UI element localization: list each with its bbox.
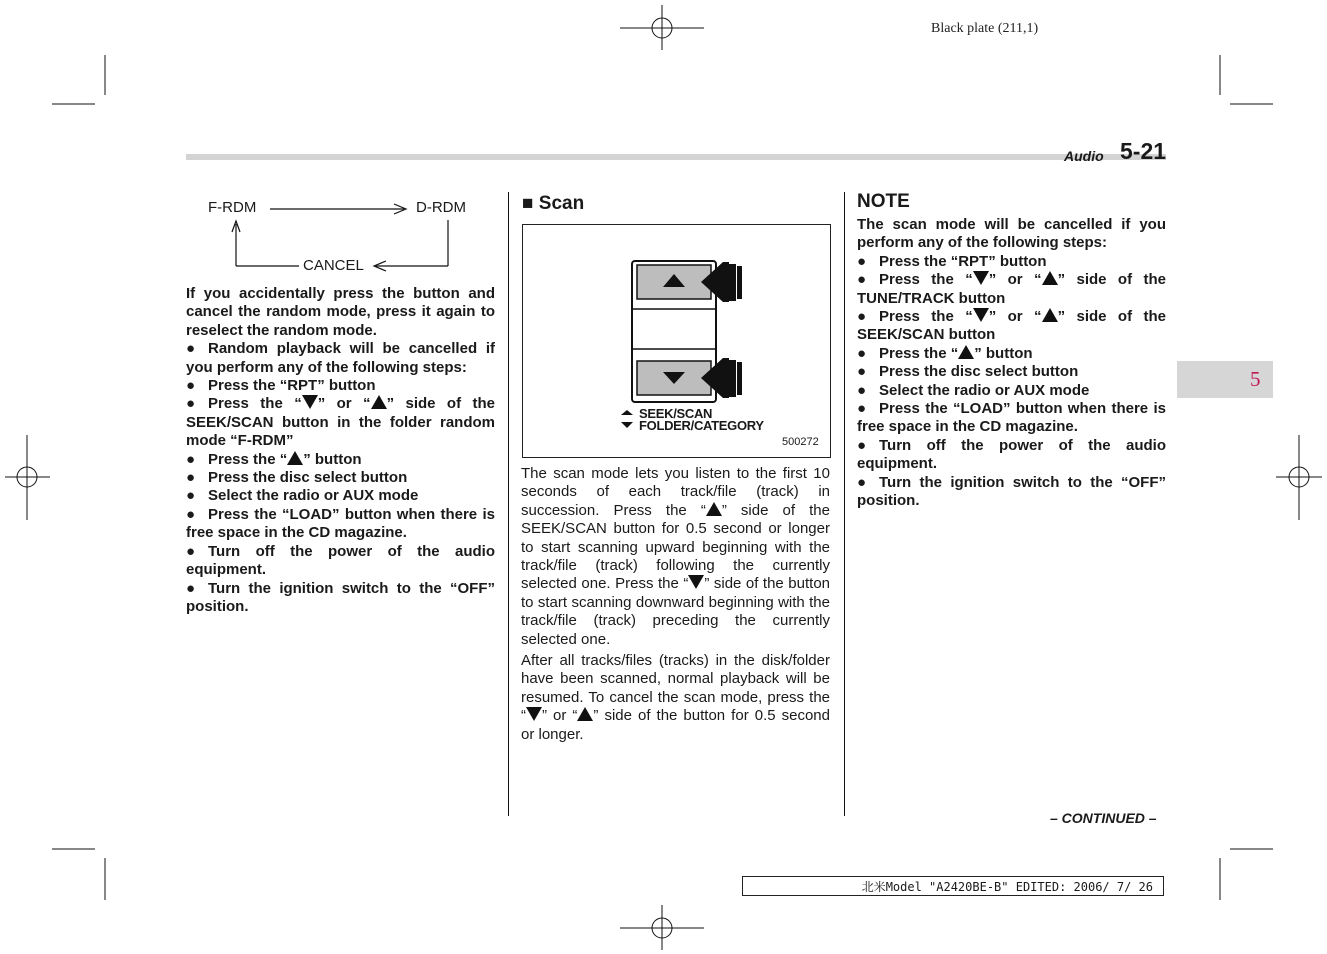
scan-paragraph-2: After all tracks/files (tracks) in the disk/folder have been scanned, normal playback will be resumed. To cancel the scan mode, press the “ ” or “ ” side of the button for 0.5 second or longer. [521, 652, 830, 743]
list-item: ● Press the disc select button [857, 363, 1079, 381]
list-item: ● Press the “RPT” button [857, 252, 1047, 270]
up-triangle-icon [577, 707, 593, 721]
section-title: Audio [1064, 148, 1104, 164]
up-triangle-icon [1042, 308, 1058, 322]
figure-code: 500272 [782, 436, 819, 448]
bullet-icon: ● [186, 340, 196, 358]
right-column-text [857, 216, 1166, 511]
left-intro: If you accidentally press the button and cancel the random mode, press it again to reselect the random mode. [186, 285, 495, 339]
bullet-icon: ● [857, 473, 867, 491]
list-item: ● Press the “LOAD” button when there is free space in the CD magazine. [857, 400, 1166, 436]
list-item: ● Press the “RPT” button [186, 377, 376, 395]
bullet-icon: ● [857, 363, 867, 381]
list-item: ● Press the disc select button [186, 469, 408, 487]
up-triangle-icon [1042, 271, 1058, 285]
bullet-icon: ● [186, 377, 196, 395]
seek-scan-label: SEEK/SCAN [639, 406, 713, 421]
left-column-text [186, 285, 495, 616]
page-number: 5-21 [1120, 138, 1167, 164]
list-item: ● Turn off the power of the audio equipment. [186, 542, 495, 579]
header-bar [186, 154, 1166, 160]
bullet-icon: ● [857, 344, 867, 362]
list-item: ● Turn off the power of the audio equipment. [857, 436, 1166, 473]
d-rdm-label: D-RDM [416, 199, 466, 216]
up-triangle-icon [287, 451, 303, 465]
list-item: ● Press the “ ” button [857, 344, 1033, 362]
bullet-icon: ● [857, 271, 867, 289]
down-triangle-icon [302, 395, 318, 409]
down-triangle-icon [526, 707, 542, 721]
list-item: ● Turn the ignition switch to the “OFF” position. [857, 473, 1166, 510]
list-item: ● Press the “ ” button [186, 450, 362, 468]
list-item: ● Select the radio or AUX mode [857, 381, 1090, 399]
down-triangle-icon [973, 308, 989, 322]
footer-edit-info: 北米Model "A2420BE-B" EDITED: 2006/ 7/ 26 [742, 876, 1164, 896]
scan-paragraph-1: The scan mode lets you listen to the first 10 seconds of each track/file (track) in succession. Press the “ ” side of the SEEK/SCAN button for 0.5 second or longer to start scanning upward beginning with the track/file (track) following the currently selected one. Press the “ ” side of the button to start scanning downward beginning with the track/file (track) preceding the currently selected one. [521, 465, 830, 648]
bullet-icon: ● [857, 308, 867, 326]
bullet-icon: ● [186, 395, 196, 413]
down-triangle-icon [973, 271, 989, 285]
random-mode-diagram [186, 190, 496, 280]
bullet-icon: ● [857, 400, 867, 418]
bullet-icon: ● [186, 579, 196, 597]
list-item: ● Press the “LOAD” button when there is free space in the CD magazine. [186, 505, 495, 542]
list-item: ● Select the radio or AUX mode [186, 487, 419, 505]
folder-category-label: FOLDER/CATEGORY [639, 418, 764, 433]
middle-column-text [521, 465, 830, 744]
chapter-tab-number: 5 [1250, 367, 1261, 391]
seek-scan-figure [522, 224, 831, 458]
bullet-icon: ● [186, 505, 196, 523]
column-divider [844, 192, 845, 816]
continued-label: – CONTINUED – [1050, 810, 1157, 826]
square-bullet-icon: ■ [522, 193, 534, 214]
bullet-icon: ● [186, 450, 196, 468]
down-triangle-icon [688, 575, 704, 589]
bullet-icon: ● [857, 436, 867, 454]
list-item: ● Press the “ ” or “ ” side of the TUNE/TRACK button [857, 271, 1166, 307]
list-item: ● Press the “ ” or “ ” side of the SEEK/SCAN button in the folder random mode “F-RDM” [186, 395, 495, 450]
bullet-icon: ● [857, 252, 867, 270]
up-triangle-icon [706, 502, 722, 516]
bullet-icon: ● [186, 542, 196, 560]
plate-label: Black plate (211,1) [931, 21, 1039, 36]
f-rdm-label: F-RDM [208, 199, 257, 216]
note-heading: NOTE [857, 191, 910, 212]
bullet-icon: ● [857, 381, 867, 399]
cancel-label: CANCEL [303, 257, 364, 274]
up-triangle-icon [371, 395, 387, 409]
bullet-icon: ● [186, 487, 196, 505]
list-item: ● Random playback will be cancelled if you perform any of the following steps: [186, 340, 495, 376]
list-item: ● Press the “ ” or “ ” side of the SEEK/SCAN button [857, 308, 1166, 344]
column-divider [508, 192, 509, 816]
bullet-icon: ● [186, 469, 196, 487]
up-triangle-icon [958, 345, 974, 359]
list-item: ● Turn the ignition switch to the “OFF” position. [186, 579, 495, 615]
note-intro: The scan mode will be cancelled if you perform any of the following steps: [857, 216, 1166, 252]
scan-heading: ■ Scan [522, 193, 585, 214]
